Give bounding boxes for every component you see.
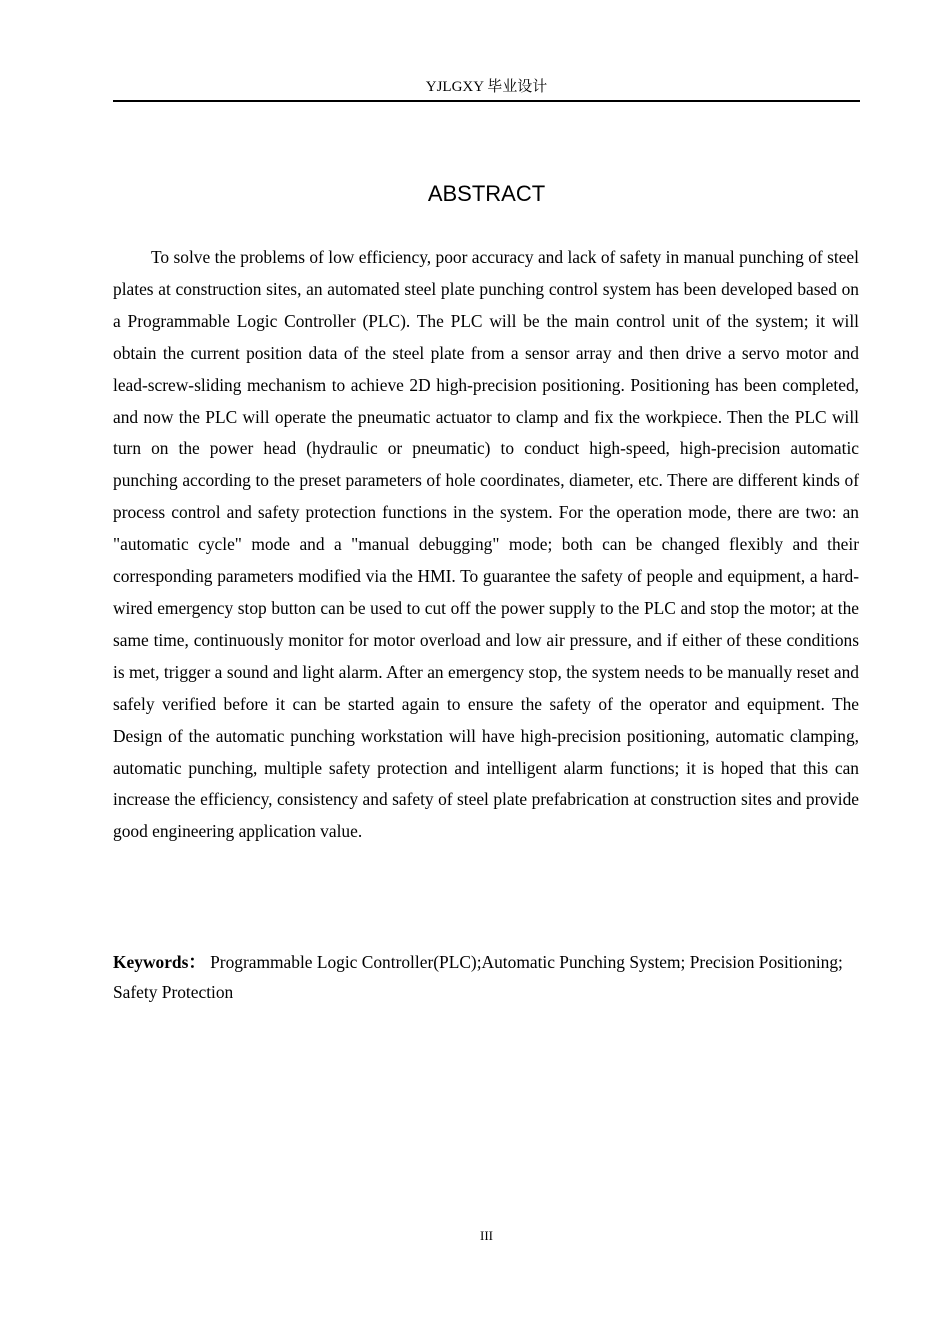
keywords-text: Programmable Logic Controller(PLC);Automatic Punching System; Precision Positioning; Safety Protection — [113, 952, 843, 1002]
keywords-label: Keywords： — [113, 952, 206, 972]
header-divider — [113, 100, 860, 102]
page-number: III — [480, 1228, 493, 1243]
abstract-body: To solve the problems of low efficiency, poor accuracy and lack of safety in manual punching of steel plates at construction sites, an automated steel plate punching control system has been developed based on a Programmable Logic Controller (PLC). The PLC will be the main control unit of the system; it will obtain the current position data of the steel plate from a sensor array and then drive a servo motor and lead-screw-sliding mechanism to achieve 2D high-precision positioning. Positioning has been completed, and now the PLC will operate the pneumatic actuator to clamp and fix the workpiece. Then the PLC will turn on the power head (hydraulic or pneumatic) to conduct high-speed, high-precision automatic punching according to the preset parameters of hole coordinates, diameter, etc. There are different kinds of process control and safety protection functions in the system. For the operation mode, there are two: an "automatic cycle" mode and a "manual debugging" mode; both can be changed flexibly and their corresponding parameters modified via the HMI. To guarantee the safety of people and equipment, a hard-wired emergency stop button can be used to cut off the power supply to the PLC and stop the motor; at the same time, continuously monitor for motor overload and low air pressure, and if either of these conditions is met, trigger a sound and light alarm. After an emergency stop, the system needs to be manually reset and safely verified before it can be started again to ensure the safety of the operator and equipment. The Design of the automatic punching workstation will have high-precision positioning, automatic clamping, automatic punching, multiple safety protection and intelligent alarm functions; it is hoped that this can increase the efficiency, consistency and safety of steel plate prefabrication at construction sites and provide good engineering application value. — [113, 247, 859, 842]
keywords-paragraph — [113, 947, 853, 1007]
abstract-title: ABSTRACT — [427, 181, 546, 206]
running-header: YJLGXY 毕业设计 — [425, 79, 548, 95]
